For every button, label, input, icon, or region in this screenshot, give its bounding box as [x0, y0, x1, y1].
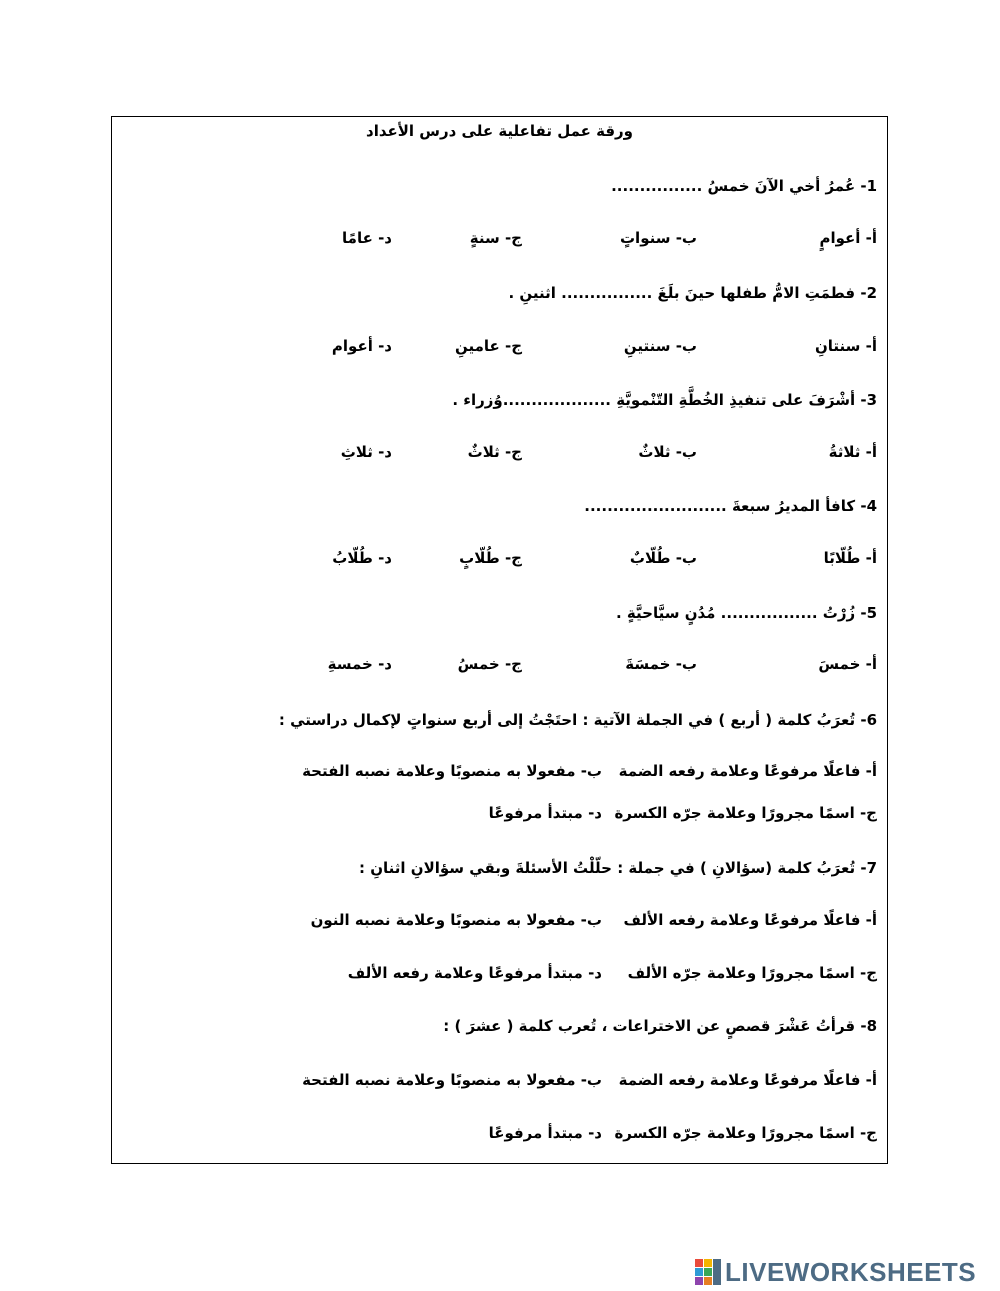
option-6b[interactable]: ب- مفعولا به منصوبًا وعلامة نصبه الفتحة	[302, 762, 602, 780]
option-1b[interactable]: ب- سنواتٍ	[619, 229, 697, 247]
option-7b[interactable]: ب- مفعولا به منصوبًا وعلامة نصبه النون	[310, 911, 602, 929]
options-3	[122, 443, 877, 469]
option-3d[interactable]: د- ثلاثِ	[340, 443, 392, 461]
options-6-row2	[122, 804, 877, 830]
question-3: 3- أشْرَفَ على تنفيذِ الخُطَّةِ التّنْمويَّةِ ...................وُزراء .	[452, 391, 877, 409]
option-2a[interactable]: أ- سنتانِ	[814, 337, 877, 355]
question-8: 8- قرأتُ عَشْرَ قصصٍ عن الاختراعات ، تُعرب كلمة ( عشرَ ) :	[443, 1017, 877, 1035]
option-7d[interactable]: د- مبتدأ مرفوعًا وعلامة رفعه الألف	[347, 964, 602, 982]
option-2c[interactable]: ج- عامينِ	[454, 337, 522, 355]
options-8-row2	[122, 1124, 877, 1150]
question-6: 6- تُعرَبُ كلمة ( أربع ) في الجملة الآتية : احتَجْتُ إلى أربع سنواتٍ لإكمال دراستي :	[278, 711, 877, 729]
options-8-row1	[122, 1071, 877, 1097]
question-5: 5- زُرْتُ ................. مُدُنٍ سيَّاحيَّةٍ .	[616, 604, 877, 622]
option-1d[interactable]: د- عامًا	[342, 229, 392, 247]
option-5a[interactable]: أ- خمسَ	[818, 655, 877, 673]
question-7: 7- تُعرَبُ كلمة (سؤالانِ ) في جملة : حلّلْتُ الأسئلةَ وبقي سؤالانِ اثنانِ :	[359, 859, 877, 877]
option-8c[interactable]: ج- اسمًا مجرورًا وعلامة جرّه الكسرة	[614, 1124, 877, 1142]
option-4b[interactable]: ب- طُلّابٌ	[629, 549, 697, 567]
worksheet	[111, 116, 888, 1164]
options-7-row1	[122, 911, 877, 937]
option-8b[interactable]: ب- مفعولا به منصوبًا وعلامة نصبه الفتحة	[302, 1071, 602, 1089]
option-2b[interactable]: ب- سنتينِ	[623, 337, 697, 355]
option-8d[interactable]: د- مبتدأ مرفوعًا	[488, 1124, 602, 1142]
options-6-row1	[122, 762, 877, 788]
option-6c[interactable]: ج- اسمًا مجرورًا وعلامة جرّه الكسرة	[614, 804, 877, 822]
option-3b[interactable]: ب- ثلاثٌ	[638, 443, 697, 461]
option-4a[interactable]: أ- طُلّابًا	[823, 549, 877, 567]
option-4c[interactable]: ج- طُلّابٍ	[459, 549, 522, 567]
option-7a[interactable]: أ- فاعلًا مرفوعًا وعلامة رفعه الألف	[623, 911, 877, 929]
options-2	[122, 337, 877, 363]
options-7-row2	[122, 964, 877, 990]
option-1c[interactable]: ج- سنةٍ	[469, 229, 522, 247]
option-6a[interactable]: أ- فاعلًا مرفوعًا وعلامة رفعه الضمة	[618, 762, 877, 780]
liveworksheets-icon	[695, 1259, 721, 1285]
brand-name: LIVEWORKSHEETS	[725, 1256, 977, 1287]
option-1a[interactable]: أ- أعوامٍ	[819, 229, 877, 247]
liveworksheets-logo[interactable]	[695, 1256, 976, 1288]
option-4d[interactable]: د- طُلّابُ	[332, 549, 392, 567]
option-6d[interactable]: د- مبتدأ مرفوعًا	[488, 804, 602, 822]
option-3a[interactable]: أ- ثلاثةُ	[828, 443, 877, 461]
question-1: 1- عُمرُ أخي الآنَ خمسُ ................	[611, 177, 877, 195]
option-2d[interactable]: د- أعوام	[331, 337, 392, 355]
option-7c[interactable]: ج- اسمًا مجرورًا وعلامة جرّه الألف	[627, 964, 877, 982]
worksheet-title: ورقة عمل تفاعلية على درس الأعداد	[366, 122, 633, 140]
question-2: 2- فطمَتِ الامُّ طفلها حينَ بلَغَ ................ اثنينِ .	[508, 284, 877, 302]
option-5b[interactable]: ب- خمسَةَ	[625, 655, 697, 673]
option-3c[interactable]: ج- ثلاثٌ	[467, 443, 522, 461]
option-8a[interactable]: أ- فاعلًا مرفوعًا وعلامة رفعه الضمة	[618, 1071, 877, 1089]
options-1	[122, 229, 877, 255]
option-5c[interactable]: ج- خمسُ	[457, 655, 522, 673]
option-5d[interactable]: د- خمسةِ	[327, 655, 392, 673]
options-5	[122, 655, 877, 681]
question-4: 4- كافأ المديرُ سبعةَ .........................	[584, 497, 877, 515]
options-4	[122, 549, 877, 575]
